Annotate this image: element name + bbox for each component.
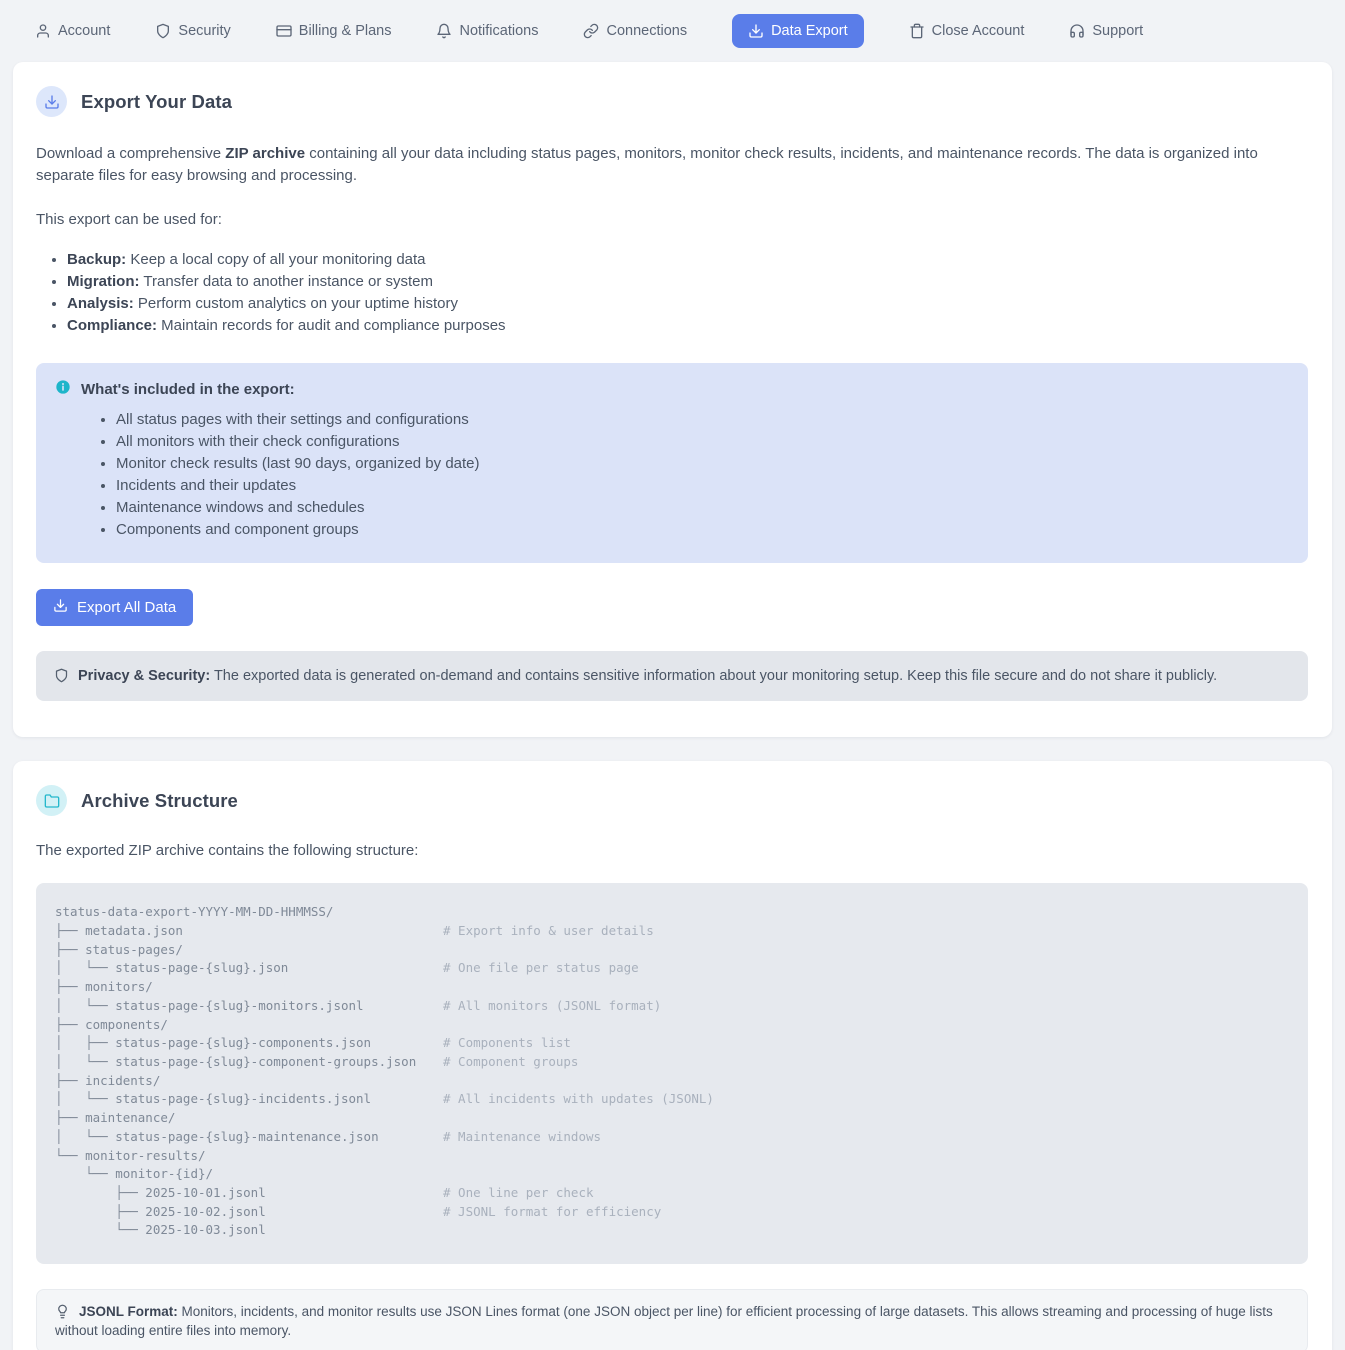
tree-line: ├── maintenance/ xyxy=(55,1110,176,1126)
included-item: • Maintenance windows and schedules xyxy=(116,497,1288,519)
export-data-card xyxy=(13,62,1332,737)
info-icon xyxy=(55,379,71,400)
nav-tab[interactable] xyxy=(155,14,230,48)
included-items-list xyxy=(55,409,1288,541)
privacy-security-note: Privacy & Security: The exported data is generated on-demand and contains sensitive information about your monitoring setup. Keep this file secure and do not share it publicly. xyxy=(36,651,1308,701)
nav-tab[interactable] xyxy=(1069,14,1143,48)
nav-tab[interactable] xyxy=(436,14,538,48)
use-case-item: • Compliance: Maintain records for audit and compliance purposes xyxy=(67,315,1308,337)
included-item: • Incidents and their updates xyxy=(116,475,1288,497)
nav-tab[interactable] xyxy=(732,14,864,48)
tree-line: ├── metadata.json # Export info & user details xyxy=(55,923,654,939)
included-item: • All status pages with their settings and configurations xyxy=(116,409,1288,431)
included-item: • Monitor check results (last 90 days, organized by date) xyxy=(116,453,1288,475)
tree-line: └── monitor-results/ xyxy=(55,1147,206,1163)
download-icon xyxy=(36,86,67,117)
link-icon xyxy=(583,23,599,39)
nav-tab[interactable] xyxy=(583,14,687,48)
tree-line: │ └── status-page-{slug}.json # One file per status page xyxy=(55,960,639,976)
export-card-header xyxy=(36,86,1308,117)
shield-icon xyxy=(54,668,78,684)
tree-line: └── 2025-10-03.jsonl xyxy=(55,1222,266,1238)
tree-line: ├── 2025-10-02.jsonl # JSONL format for efficiency xyxy=(55,1203,662,1219)
use-case-item: • Backup: Keep a local copy of all your monitoring data xyxy=(67,249,1308,271)
credit-card-icon xyxy=(276,23,292,39)
user-icon xyxy=(35,23,51,39)
privacy-label: Privacy & Security: xyxy=(78,668,211,685)
use-cases-heading: This export can be used for: xyxy=(36,211,222,229)
use-case-item: • Migration: Transfer data to another instance or system xyxy=(67,271,1308,293)
archive-tree-code-block xyxy=(36,883,1308,1264)
nav-tab-label: Data Export xyxy=(771,23,848,39)
nav-tab-label: Account xyxy=(58,23,111,39)
tree-line: │ └── status-page-{slug}-monitors.jsonl # All monitors (JSONL format) xyxy=(55,997,662,1013)
included-info-box xyxy=(36,363,1308,563)
tree-line: ├── incidents/ xyxy=(55,1072,161,1088)
bell-icon xyxy=(436,23,452,39)
archive-structure-card xyxy=(13,761,1332,1350)
included-item: • Components and component groups xyxy=(116,519,1288,541)
page-title: Export Your Data xyxy=(81,90,232,112)
tree-line: ├── 2025-10-01.jsonl # One line per check xyxy=(55,1184,594,1200)
jsonl-format-note: JSONL Format: Monitors, incidents, and monitor results use JSON Lines format (one JSON object per line) for efficient processing of large datasets. This allows streaming and processing of huge lists without loading entire files into memory. xyxy=(36,1289,1308,1350)
folder-icon xyxy=(36,785,67,816)
download-icon xyxy=(53,598,68,617)
use-cases-list xyxy=(36,249,1308,337)
included-item: • All monitors with their check configurations xyxy=(116,431,1288,453)
nav-tab-label: Security xyxy=(178,23,231,39)
archive-title: Archive Structure xyxy=(81,789,238,811)
tree-line: ├── components/ xyxy=(55,1016,168,1032)
tree-line: │ ├── status-page-{slug}-components.json # Components list xyxy=(55,1035,571,1051)
tree-line: └── monitor-{id}/ xyxy=(55,1166,214,1182)
included-heading: What's included in the export: xyxy=(81,381,295,399)
tree-line: │ └── status-page-{slug}-incidents.jsonl # All incidents with updates (JSONL) xyxy=(55,1091,714,1107)
tree-line: status-data-export-YYYY-MM-DD-HHMMSS/ xyxy=(55,904,334,920)
export-description: Download a comprehensive ZIP archive containing all your data including status pages, monitors, monitor check results, incidents, and maintenance records. The data is organized into separate files for easy browsing and processing. xyxy=(36,145,1258,185)
archive-intro: The exported ZIP archive contains the following structure: xyxy=(36,842,419,860)
tree-line: ├── status-pages/ xyxy=(55,941,183,957)
use-case-item: • Analysis: Perform custom analytics on your uptime history xyxy=(67,293,1308,315)
tree-line: │ └── status-page-{slug}-maintenance.json # Maintenance windows xyxy=(55,1128,602,1144)
tree-line: │ └── status-page-{slug}-component-groups.json # Component groups xyxy=(55,1054,579,1069)
nav-tab-label: Notifications xyxy=(459,23,539,39)
download-icon xyxy=(748,23,764,39)
nav-tab-label: Support xyxy=(1092,23,1144,39)
nav-tab[interactable] xyxy=(276,14,392,48)
jsonl-note-label: JSONL Format: xyxy=(79,1304,178,1320)
lightbulb-icon xyxy=(55,1304,79,1319)
headset-icon xyxy=(1069,23,1085,39)
nav-tab[interactable] xyxy=(909,14,1025,48)
settings-tab-bar xyxy=(0,0,1345,62)
archive-card-header xyxy=(36,785,1308,816)
shield-icon xyxy=(155,23,171,39)
nav-tab[interactable] xyxy=(35,14,110,48)
tree-line: ├── monitors/ xyxy=(55,979,153,995)
nav-tab-label: Close Account xyxy=(931,23,1025,39)
nav-tab-label: Connections xyxy=(606,23,688,39)
nav-tab-label: Billing & Plans xyxy=(298,23,392,39)
trash-icon xyxy=(909,23,925,39)
export-all-data-button[interactable]: Export All Data xyxy=(36,589,193,626)
